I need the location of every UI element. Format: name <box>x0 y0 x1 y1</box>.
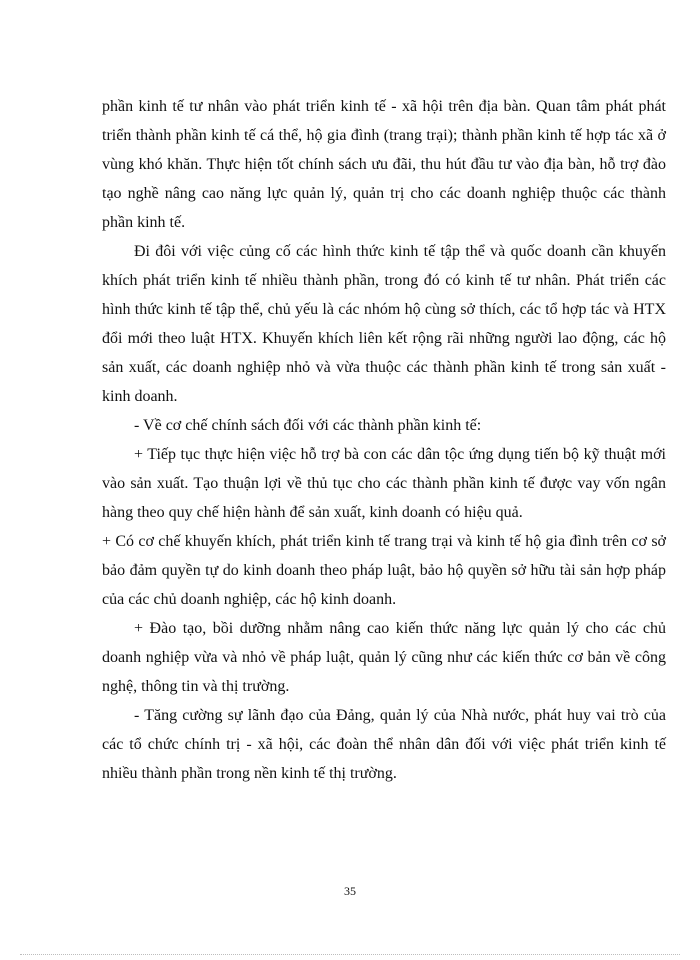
body-text <box>102 92 666 788</box>
paragraph-tech-support: + Tiếp tục thực hiện việc hỗ trợ bà con các dân tộc ứng dụng tiến bộ kỹ thuật mới vào sản xuất. Tạo thuận lợi về thủ tục cho các thành phần kinh tế được vay vốn ngân hàng theo quy chế hiện hành để sản xuất, kinh doanh có hiệu quả. <box>102 446 666 521</box>
footer-divider <box>20 954 680 955</box>
paragraph-farm-economy: + Có cơ chế khuyến khích, phát triển kinh tế trang trại và kinh tế hộ gia đình trên cơ sở bảo đảm quyền tự do kinh doanh theo pháp luật, bảo hộ quyền sở hữu tài sản hợp pháp của các chủ doanh nghiệp, các hộ kinh doanh. <box>102 533 666 608</box>
paragraph-economic-forms: Đi đôi với việc củng cố các hình thức kinh tế tập thể và quốc doanh cần khuyến khích phát triển kinh tế nhiều thành phần, trong đó có kinh tế tư nhân. Phát triển các hình thức kinh tế tập thể, chủ yếu là các nhóm hộ cùng sở thích, các tổ hợp tác và HTX đổi mới theo luật HTX. Khuyến khích liên kết rộng rãi những người lao động, các hộ sản xuất, các doanh nghiệp nhỏ và vừa thuộc các thành phần kinh tế trong sản xuất - kinh doanh. <box>102 243 666 405</box>
paragraph-policy-heading: - Về cơ chế chính sách đối với các thành phần kinh tế: <box>134 417 482 434</box>
page-number: 35 <box>344 884 356 898</box>
paragraph-training: + Đào tạo, bồi dưỡng nhằm nâng cao kiến thức năng lực quản lý cho các chủ doanh nghiệp vừa và nhỏ về pháp luật, quản lý cũng như các kiến thức cơ bản về công nghệ, thông tin và thị trường. <box>102 620 666 695</box>
paragraph-leadership: - Tăng cường sự lãnh đạo của Đảng, quản lý của Nhà nước, phát huy vai trò của các tổ chức chính trị - xã hội, các đoàn thể nhân dân đối với việc phát triển kinh tế nhiều thành phần trong nền kinh tế thị trường. <box>102 707 666 782</box>
paragraph-continuation: phần kinh tế tư nhân vào phát triển kinh tế - xã hội trên địa bàn. Quan tâm phát phát triển thành phần kinh tế cá thể, hộ gia đình (trang trại); thành phần kinh tế hợp tác xã ở vùng khó khăn. Thực hiện tốt chính sách ưu đãi, thu hút đầu tư vào địa bàn, hỗ trợ đào tạo nghề nâng cao năng lực quản lý, quản trị cho các doanh nghiệp thuộc các thành phần kinh tế. <box>102 98 666 231</box>
